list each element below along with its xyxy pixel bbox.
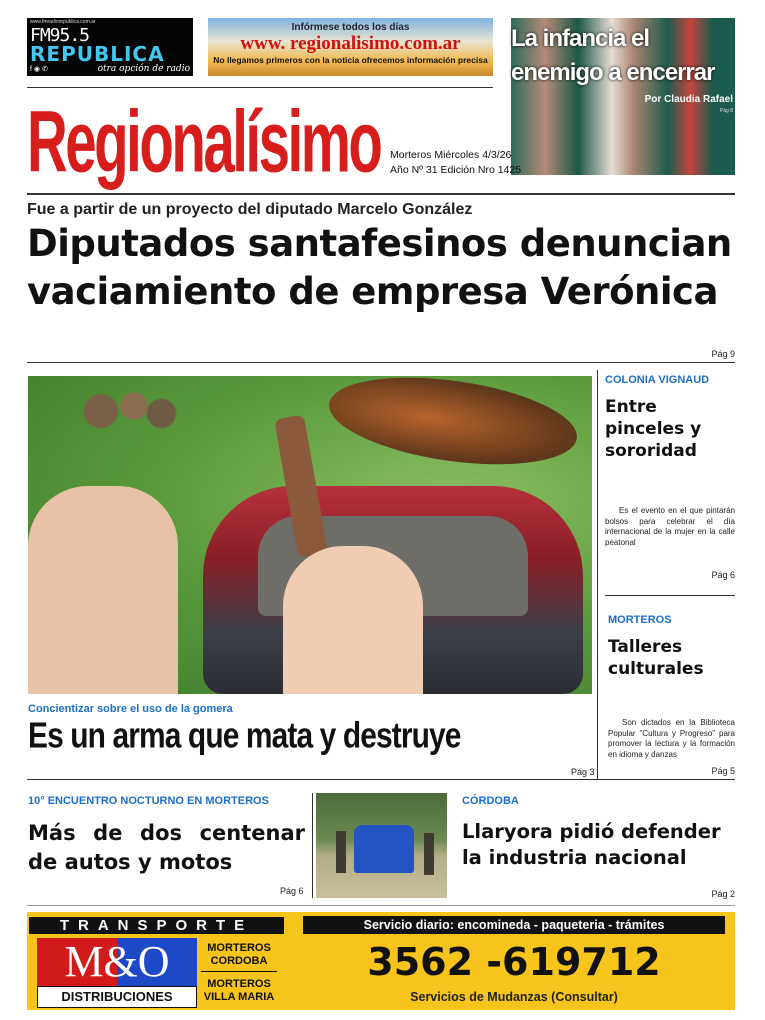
lead-headline-line1: Diputados santafesinos denuncian [27,222,732,265]
bottom-right-page: Pág 2 [711,889,735,899]
radio-ad[interactable] [27,18,193,76]
site-ad-url[interactable]: www. regionalisimo.com.ar [240,33,461,54]
site-ad-banner[interactable] [208,18,493,76]
social-icons: f ◉ ✆ [30,66,48,73]
truck [354,825,414,873]
site-ad-slogan: No llegamos primeros con la noticia ofrecemos información precisa [213,55,488,65]
bottom-left-section: 10° ENCUENTRO NOCTURNO EN MORTEROS [28,795,269,807]
edition-info [390,148,521,178]
officer [424,833,434,875]
side2-headline: Talleres culturales [608,637,704,679]
company-name: DISTRIBUCIONES [37,986,197,1008]
route-2: MORTEROS VILLA MARIA [203,978,275,1003]
radio-ad-tagline: otra opción de radio [97,64,190,74]
divider [27,905,735,906]
feature-byline: Por Claudia Rafael [644,94,733,105]
radio-ad-frequency: FM95.5 [30,25,90,46]
bottom-left-page: Pág 6 [280,886,304,896]
hand [28,486,178,694]
divider [27,779,735,780]
bottom-right-section: CÓRDOBA [462,795,519,807]
feature-title: La infancia el enemigo a encerrar [511,25,715,86]
side-story-1[interactable] [605,374,735,548]
divider [27,87,493,88]
stones [68,386,178,436]
side2-section: MORTEROS [608,614,672,626]
services-banner: Servicio diario: encomineda - paqueteria - trámites [303,916,725,934]
side1-page: Pág 6 [711,570,735,580]
lead-headline-line2: vaciamiento de empresa Verónica [27,270,718,313]
feature-teaser[interactable] [511,18,735,175]
transport-ad-title: TRANSPORTE [29,917,284,934]
date-line: Morteros Miércoles 4/3/26 [390,149,512,161]
hand [283,546,423,694]
side2-body: Son dictados en la Biblioteca Popular "Cultura y Progreso" para promover la lectura y la formación en idioma y danzas [608,718,735,759]
phone-number[interactable]: 3562 -619712 [367,940,661,984]
main-page: Pág 3 [571,767,595,777]
side2-page: Pág 5 [711,766,735,776]
divider [605,595,735,596]
column-divider [597,370,598,780]
bottom-right-story[interactable] [462,795,735,871]
side-story-2[interactable] [608,614,735,760]
route-1: MORTEROS CORDOBA [201,942,277,972]
radio-ad-name: REPUBLICA [30,42,165,66]
divider [27,362,735,363]
transport-ad[interactable] [27,912,735,1010]
lead-headline[interactable] [27,220,732,316]
masthead-logo: Regionalísimo [27,93,381,191]
column-divider [312,793,313,898]
main-headline[interactable]: Es un arma que mata y destruye [28,716,461,756]
bird [324,376,583,478]
slingshot-photo[interactable] [28,376,592,694]
edition-line: Año Nº 31 Edición Nro 1425 [390,164,522,176]
side1-section: COLONIA VIGNAUD [605,374,710,386]
bottom-left-story[interactable] [28,795,305,877]
side1-body: Es el evento en el que pintarán bolsos para celebrar el día internacional de la mujer en la calle peatonal [605,506,735,547]
moving-services: Servicios de Mudanzas (Consultar) [410,990,618,1004]
bottom-left-headline: Más de dos centenar de autos y motos [28,821,305,874]
bottom-right-headline: Llaryora pidió defender la industria nacional [462,820,721,869]
lead-page: Pág 9 [711,349,735,359]
main-kicker: Concientizar sobre el uso de la gomera [28,703,233,715]
radio-ad-url: www.fmradiorepublica.com.ar [30,19,96,25]
side1-headline: Entre pinceles y sororidad [605,397,702,461]
mo-logo: M&O [37,938,197,986]
feature-page: Pág 8 [719,108,733,114]
police-truck-photo[interactable] [316,793,447,898]
divider [27,193,735,195]
officer [336,831,346,873]
lead-kicker: Fue a partir de un proyecto del diputado Marcelo González [27,201,473,218]
site-ad-line1: Infórmese todos los días [291,22,410,33]
